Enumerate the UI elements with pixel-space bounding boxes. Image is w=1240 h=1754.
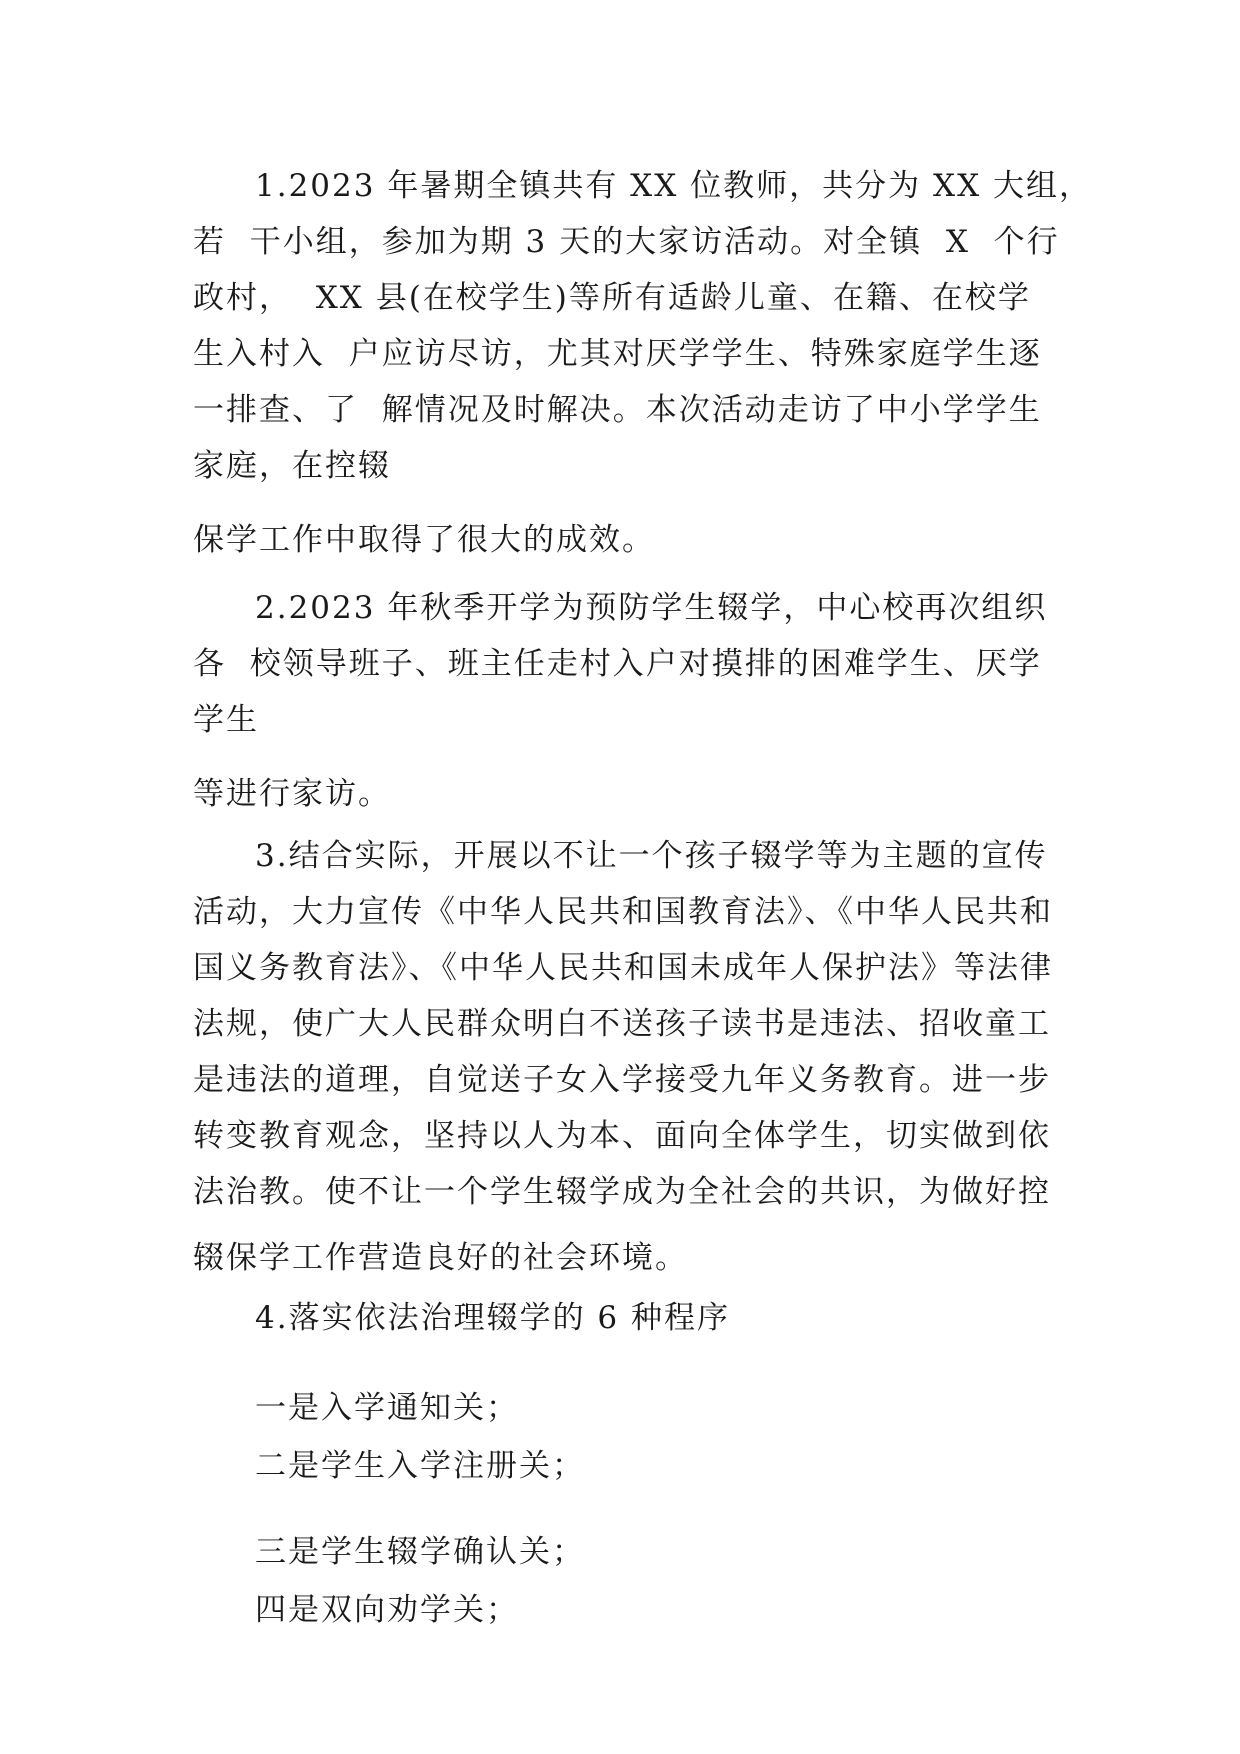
paragraph-1-line-7: 保学工作中取得了很大的成效。	[193, 522, 655, 558]
procedure-item-2: 二是学生入学注册关；	[255, 1448, 585, 1484]
paragraph-1-line-5: 一排查、了 解情况及时解决。本次活动走访了中小学学生	[193, 392, 1042, 428]
paragraph-1-line-6: 家庭，在控辍	[193, 448, 391, 484]
paragraph-3-line-8: 辍保学工作营造良好的社会环境。	[193, 1240, 688, 1276]
paragraph-3-line-2: 活动，大力宣传《中华人民共和国教育法》、《中华人民共和	[193, 894, 1053, 930]
paragraph-1-line-3: 政村， XX 县(在校学生)等所有适龄儿童、在籍、在校学	[193, 280, 1031, 316]
paragraph-2-line-2: 各 校领导班子、班主任走村入户对摸排的困难学生、厌学	[193, 646, 1042, 682]
paragraph-3-line-3: 国义务教育法》、《中华人民共和国未成年人保护法》等法律	[193, 950, 1053, 986]
paragraph-1-line-2: 若 干小组，参加为期 3 天的大家访活动。对全镇 X 个行	[193, 224, 1060, 260]
paragraph-3-line-7: 法治教。使不让一个学生辍学成为全社会的共识，为做好控	[193, 1174, 1051, 1210]
paragraph-3-line-5: 是违法的道理，自觉送子女入学接受九年义务教育。进一步	[193, 1062, 1051, 1098]
procedure-item-4: 四是双向劝学关；	[255, 1592, 519, 1628]
paragraph-2-line-3: 学生	[193, 702, 259, 738]
paragraph-2-line-4: 等进行家访。	[193, 776, 391, 812]
procedure-item-3: 三是学生辍学确认关；	[255, 1534, 585, 1570]
paragraph-3-line-1: 3.结合实际，开展以不让一个孩子辍学等为主题的宣传	[255, 838, 1048, 874]
paragraph-1-line-1: 1.2023 年暑期全镇共有 XX 位教师，共分为 XX 大组，	[255, 168, 1093, 204]
paragraph-1-line-4: 生入村入 户应访尽访，尤其对厌学学生、特殊家庭学生逐	[193, 336, 1042, 372]
paragraph-2-line-1: 2.2023 年秋季开学为预防学生辍学，中心校再次组织	[255, 590, 1048, 626]
paragraph-3-line-4: 法规，使广大人民群众明白不送孩子读书是违法、招收童工	[193, 1006, 1051, 1042]
procedure-item-1: 一是入学通知关；	[255, 1390, 519, 1426]
paragraph-3-line-6: 转变教育观念，坚持以人为本、面向全体学生，切实做到依	[193, 1118, 1051, 1154]
paragraph-4-heading: 4.落实依法治理辍学的 6 种程序	[255, 1300, 731, 1336]
